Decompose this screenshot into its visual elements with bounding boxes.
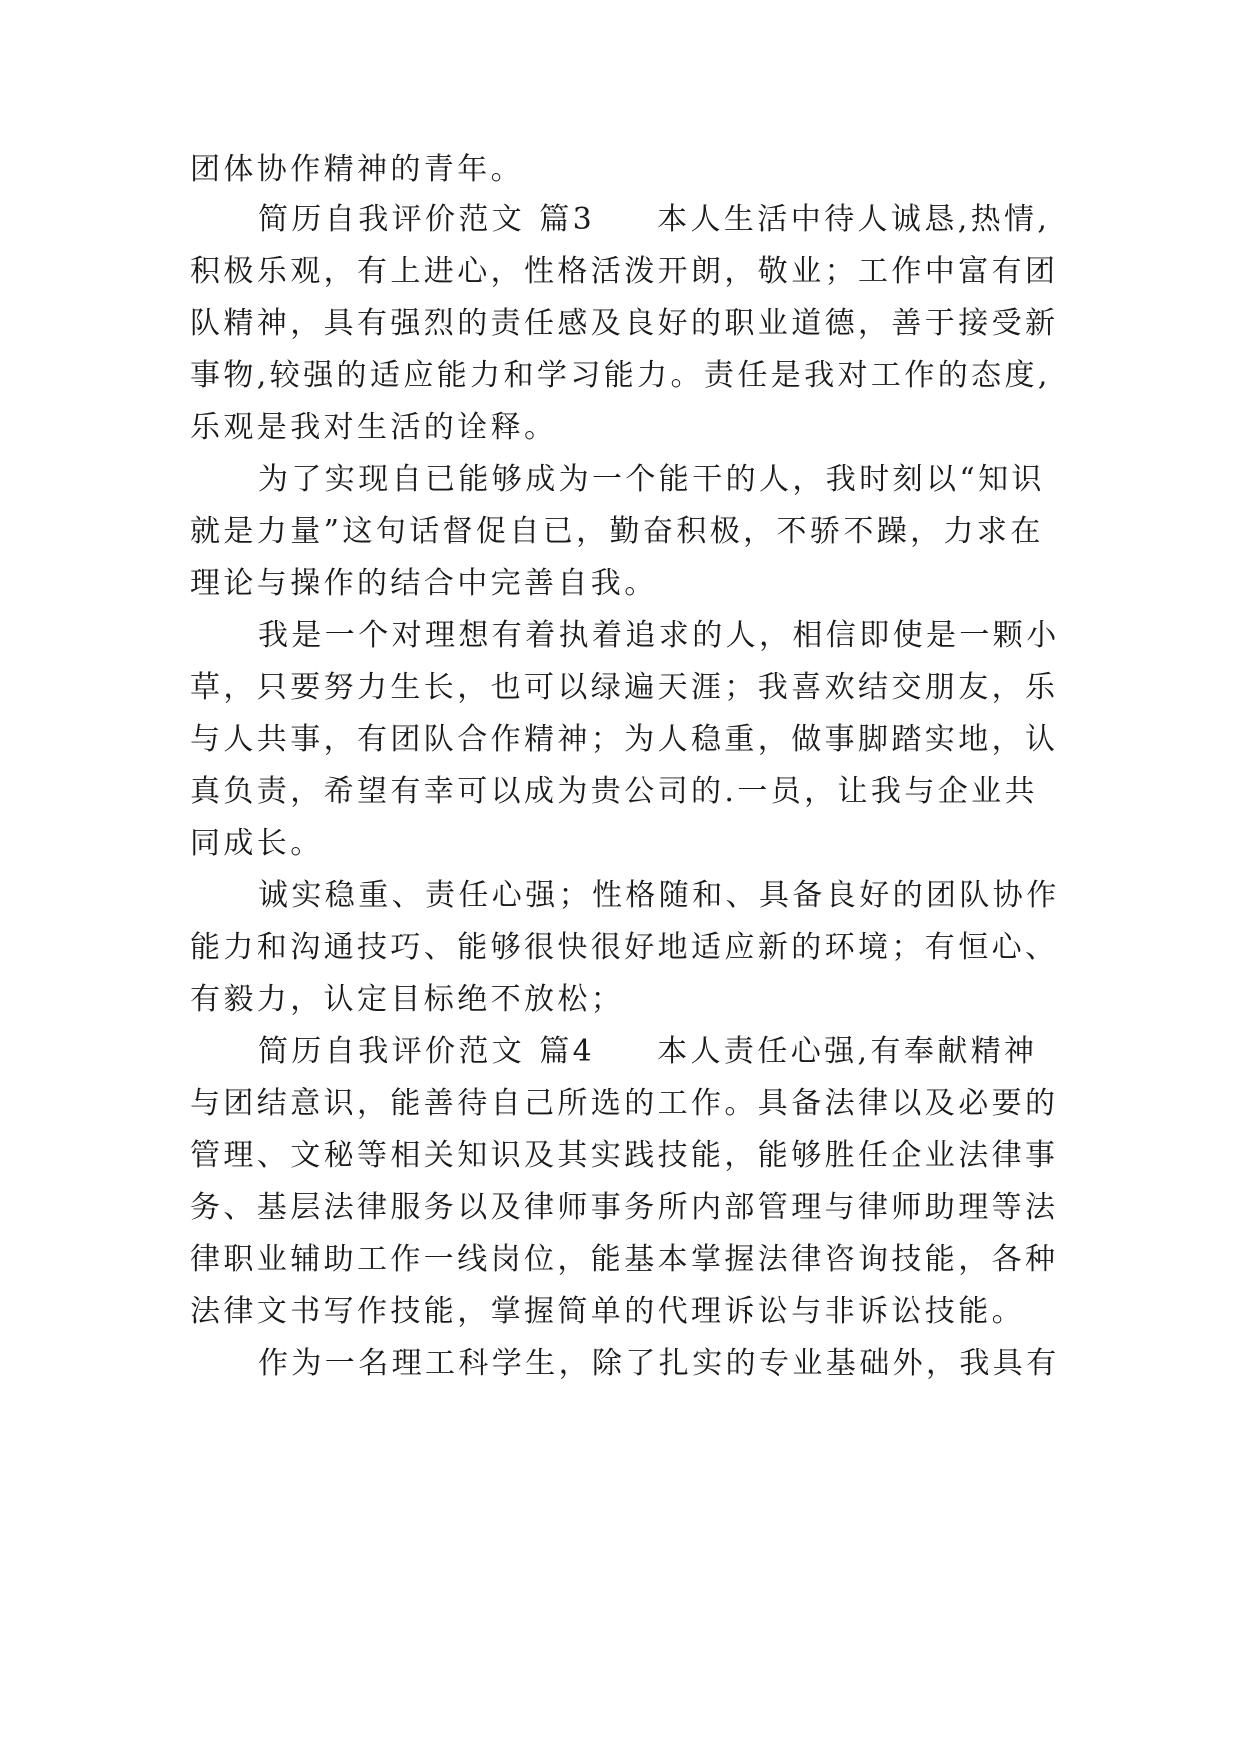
- paragraph-line: 能力和沟通技巧、能够很快很好地适应新的环境；有恒心、: [190, 930, 1059, 965]
- section-number: 篇4: [539, 1034, 596, 1069]
- paragraph-line: 积极乐观，有上进心，性格活泼开朗，敬业；工作中富有团: [190, 254, 1059, 289]
- section-title: 简历自我评价范文: [258, 202, 526, 237]
- paragraph-line: 理论与操作的结合中完善自我。: [190, 566, 658, 601]
- paragraph-line: 律职业辅助工作一线岗位，能基本掌握法律咨询技能，各种: [190, 1242, 1059, 1277]
- paragraph-line: 与人共事，有团队合作精神；为人稳重，做事脚踏实地，认: [190, 722, 1059, 757]
- section-number: 篇3: [539, 202, 596, 237]
- section-heading-4-line: [258, 1034, 1037, 1070]
- paragraph-line: 队精神，具有强烈的责任感及良好的职业道德，善于接受新: [190, 306, 1059, 341]
- paragraph-line: 管理、文秘等相关知识及其实践技能，能够胜任企业法律事: [190, 1138, 1059, 1173]
- paragraph-line: 同成长。: [190, 826, 324, 861]
- paragraph-line: 作为一名理工科学生，除了扎实的专业基础外，我具有: [258, 1346, 1060, 1381]
- paragraph-line: 与团结意识，能善待自己所选的工作。具备法律以及必要的: [190, 1086, 1059, 1121]
- section-title: 简历自我评价范文: [258, 1034, 526, 1069]
- paragraph-line: 诚实稳重、责任心强；性格随和、具备良好的团队协作: [258, 878, 1060, 913]
- paragraph-line: 务、基层法律服务以及律师事务所内部管理与律师助理等法: [190, 1190, 1059, 1225]
- paragraph-line: 乐观是我对生活的诠释。: [190, 410, 558, 445]
- paragraph-line: 真负责，希望有幸可以成为贵公司的.一员，让我与企业共: [190, 774, 1038, 809]
- paragraph-line: 事物,较强的适应能力和学习能力。责任是我对工作的态度,: [190, 358, 1051, 393]
- section-heading-3-line: [258, 202, 1050, 238]
- paragraph-line: 团体协作精神的青年。: [190, 152, 524, 187]
- paragraph-text: 本人责任心强,有奉献精神: [657, 1034, 1038, 1069]
- paragraph-line: 我是一个对理想有着执着追求的人，相信即使是一颗小: [258, 618, 1060, 653]
- paragraph-line: 有毅力，认定目标绝不放松；: [190, 982, 625, 1017]
- paragraph-line: 法律文书写作技能，掌握简单的代理诉讼与非诉讼技能。: [190, 1294, 1025, 1329]
- paragraph-text: 本人生活中待人诚恳,热情,: [657, 202, 1051, 237]
- paragraph-line: 草，只要努力生长，也可以绿遍天涯；我喜欢结交朋友，乐: [190, 670, 1059, 705]
- paragraph-line: 为了实现自已能够成为一个能干的人，我时刻以“知识: [258, 462, 1045, 497]
- paragraph-line: 就是力量”这句话督促自已，勤奋积极，不骄不躁，力求在: [190, 514, 1044, 549]
